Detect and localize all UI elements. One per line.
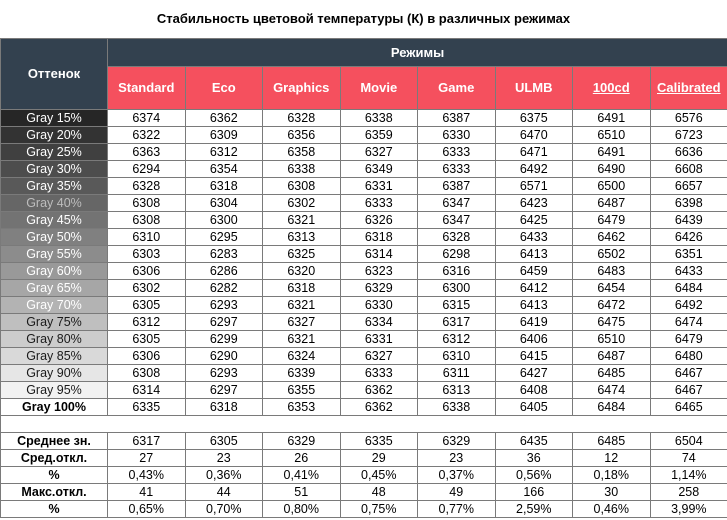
temperature-cell: 6472: [573, 297, 651, 314]
temperature-cell: 6475: [573, 314, 651, 331]
temperature-cell: 6479: [573, 212, 651, 229]
stat-cell: 6435: [495, 433, 573, 450]
temperature-cell: 6425: [495, 212, 573, 229]
temperature-cell: 6300: [185, 212, 263, 229]
gray-level-label: Gray 70%: [1, 297, 108, 314]
temperature-cell: 6387: [418, 110, 496, 127]
temperature-cell: 6327: [340, 144, 418, 161]
table-row: [1, 365, 727, 382]
stat-cell: 0,45%: [340, 467, 418, 484]
temperature-cell: 6328: [418, 229, 496, 246]
mode-header-ulmb: [495, 67, 573, 110]
temperature-cell: 6308: [108, 365, 186, 382]
temperature-cell: 6454: [573, 280, 651, 297]
temperature-cell: 6439: [650, 212, 727, 229]
temperature-cell: 6324: [263, 348, 341, 365]
temperature-cell: 6423: [495, 195, 573, 212]
temperature-cell: 6310: [418, 348, 496, 365]
temperature-cell: 6298: [418, 246, 496, 263]
temperature-cell: 6510: [573, 127, 651, 144]
stat-cell: 2,59%: [495, 501, 573, 518]
temperature-cell: 6306: [108, 348, 186, 365]
stat-cell: 6317: [108, 433, 186, 450]
temperature-cell: 6316: [418, 263, 496, 280]
temperature-cell: 6303: [108, 246, 186, 263]
temperature-cell: 6293: [185, 297, 263, 314]
temperature-cell: 6293: [185, 365, 263, 382]
temperature-cell: 6322: [108, 127, 186, 144]
temperature-cell: 6467: [650, 382, 727, 399]
temperature-cell: 6286: [185, 263, 263, 280]
stat-cell: 29: [340, 450, 418, 467]
stat-cell: 258: [650, 484, 727, 501]
mode-header-eco: [185, 67, 263, 110]
temperature-cell: 6406: [495, 331, 573, 348]
stat-cell: 166: [495, 484, 573, 501]
stat-cell: 6329: [263, 433, 341, 450]
temperature-cell: 6338: [418, 399, 496, 416]
temperature-cell: 6333: [340, 195, 418, 212]
temperature-cell: 6294: [108, 161, 186, 178]
temperature-cell: 6356: [263, 127, 341, 144]
gray-level-label: Gray 25%: [1, 144, 108, 161]
temperature-cell: 6305: [108, 331, 186, 348]
temperature-cell: 6433: [495, 229, 573, 246]
temperature-cell: 6297: [185, 314, 263, 331]
table-row: [1, 382, 727, 399]
temperature-cell: 6412: [495, 280, 573, 297]
temperature-cell: 6479: [650, 331, 727, 348]
mode-header-label: Eco: [211, 80, 236, 95]
table-row: [1, 297, 727, 314]
temperature-cell: 6309: [185, 127, 263, 144]
temperature-cell: 6490: [573, 161, 651, 178]
stat-cell: 23: [185, 450, 263, 467]
temperature-cell: 6362: [340, 399, 418, 416]
temperature-cell: 6413: [495, 297, 573, 314]
temperature-cell: 6483: [573, 263, 651, 280]
temperature-cell: 6351: [650, 246, 727, 263]
table-row: [1, 178, 727, 195]
stat-cell: 74: [650, 450, 727, 467]
temperature-cell: 6349: [340, 161, 418, 178]
stat-cell: 51: [263, 484, 341, 501]
stat-label: %: [1, 467, 108, 484]
temperature-cell: 6491: [573, 144, 651, 161]
gray-level-label: Gray 85%: [1, 348, 108, 365]
temperature-cell: 6314: [340, 246, 418, 263]
temperature-cell: 6321: [263, 331, 341, 348]
mode-header-calibrated: [650, 67, 727, 110]
stat-cell: 6335: [340, 433, 418, 450]
temperature-cell: 6492: [495, 161, 573, 178]
temperature-cell: 6470: [495, 127, 573, 144]
temperature-cell: 6491: [573, 110, 651, 127]
stat-cell: 12: [573, 450, 651, 467]
stat-cell: 1,14%: [650, 467, 727, 484]
temperature-cell: 6282: [185, 280, 263, 297]
temperature-cell: 6310: [108, 229, 186, 246]
stat-label: Сред.откл.: [1, 450, 108, 467]
gray-level-label: Gray 90%: [1, 365, 108, 382]
temperature-cell: 6467: [650, 365, 727, 382]
temperature-cell: 6427: [495, 365, 573, 382]
mode-header-game: [418, 67, 496, 110]
temperature-cell: 6500: [573, 178, 651, 195]
table-row: [1, 314, 727, 331]
stats-row: [1, 433, 727, 450]
temperature-cell: 6459: [495, 263, 573, 280]
temperature-cell: 6415: [495, 348, 573, 365]
table-row: [1, 280, 727, 297]
stat-cell: 0,43%: [108, 467, 186, 484]
temperature-cell: 6312: [185, 144, 263, 161]
stat-cell: 41: [108, 484, 186, 501]
table-row: [1, 399, 727, 416]
temperature-cell: 6471: [495, 144, 573, 161]
gray-level-label: Gray 80%: [1, 331, 108, 348]
temperature-cell: 6338: [340, 110, 418, 127]
temperature-cell: 6354: [185, 161, 263, 178]
gray-level-label: Gray 45%: [1, 212, 108, 229]
stats-row: [1, 501, 727, 518]
temperature-cell: 6339: [263, 365, 341, 382]
temperature-cell: 6413: [495, 246, 573, 263]
temperature-cell: 6347: [418, 212, 496, 229]
temperature-cell: 6484: [573, 399, 651, 416]
temperature-cell: 6433: [650, 263, 727, 280]
temperature-cell: 6338: [263, 161, 341, 178]
temperature-cell: 6297: [185, 382, 263, 399]
stat-cell: 0,77%: [418, 501, 496, 518]
gray-level-label: Gray 95%: [1, 382, 108, 399]
temperature-cell: 6306: [108, 263, 186, 280]
table-row: [1, 195, 727, 212]
temperature-cell: 6283: [185, 246, 263, 263]
temperature-cell: 6398: [650, 195, 727, 212]
table-row: [1, 348, 727, 365]
temperature-cell: 6608: [650, 161, 727, 178]
mode-header-graphics: [263, 67, 341, 110]
temperature-cell: 6290: [185, 348, 263, 365]
temperature-cell: 6333: [340, 365, 418, 382]
stat-cell: 27: [108, 450, 186, 467]
temperature-cell: 6308: [263, 178, 341, 195]
stat-cell: 0,41%: [263, 467, 341, 484]
temperature-cell: 6331: [340, 178, 418, 195]
temperature-cell: 6465: [650, 399, 727, 416]
temperature-cell: 6502: [573, 246, 651, 263]
mode-header-label: Calibrated: [657, 80, 721, 95]
stat-cell: 23: [418, 450, 496, 467]
temperature-cell: 6333: [418, 161, 496, 178]
temperature-cell: 6480: [650, 348, 727, 365]
temperature-cell: 6426: [650, 229, 727, 246]
stat-cell: 6485: [573, 433, 651, 450]
temperature-cell: 6305: [108, 297, 186, 314]
stat-cell: 6305: [185, 433, 263, 450]
temperature-cell: 6333: [418, 144, 496, 161]
table-row: [1, 127, 727, 144]
temperature-cell: 6302: [263, 195, 341, 212]
stat-cell: 0,36%: [185, 467, 263, 484]
gray-level-label: Gray 75%: [1, 314, 108, 331]
temperature-cell: 6329: [340, 280, 418, 297]
stats-row: [1, 484, 727, 501]
stat-label: Макс.откл.: [1, 484, 108, 501]
gray-level-label: Gray 40%: [1, 195, 108, 212]
stat-cell: 0,70%: [185, 501, 263, 518]
temperature-cell: 6387: [418, 178, 496, 195]
stats-row: [1, 450, 727, 467]
temperature-cell: 6312: [108, 314, 186, 331]
stat-cell: 6329: [418, 433, 496, 450]
gray-level-label: Gray 35%: [1, 178, 108, 195]
temperature-cell: 6355: [263, 382, 341, 399]
temperature-cell: 6636: [650, 144, 727, 161]
temperature-cell: 6571: [495, 178, 573, 195]
table-row: [1, 212, 727, 229]
stat-cell: 48: [340, 484, 418, 501]
stat-cell: 0,80%: [263, 501, 341, 518]
gray-level-label: Gray 30%: [1, 161, 108, 178]
temperature-cell: 6362: [185, 110, 263, 127]
mode-header-standard: [108, 67, 186, 110]
temperature-cell: 6474: [573, 382, 651, 399]
temperature-cell: 6318: [340, 229, 418, 246]
temperature-cell: 6318: [263, 280, 341, 297]
table-row: [1, 144, 727, 161]
stat-cell: 3,99%: [650, 501, 727, 518]
temperature-cell: 6318: [185, 399, 263, 416]
temperature-cell: 6328: [108, 178, 186, 195]
stat-cell: 0,56%: [495, 467, 573, 484]
table-row: [1, 229, 727, 246]
temperature-cell: 6313: [418, 382, 496, 399]
temperature-cell: 6408: [495, 382, 573, 399]
temperature-cell: 6362: [340, 382, 418, 399]
shade-column-header: Оттенок: [1, 39, 108, 110]
temperature-cell: 6487: [573, 195, 651, 212]
stat-cell: 0,65%: [108, 501, 186, 518]
temperature-cell: 6327: [340, 348, 418, 365]
mode-header-label: Standard: [118, 80, 175, 95]
temperature-cell: 6331: [340, 331, 418, 348]
gray-level-label: Gray 60%: [1, 263, 108, 280]
stat-cell: 36: [495, 450, 573, 467]
temperature-cell: 6313: [263, 229, 341, 246]
temperature-cell: 6487: [573, 348, 651, 365]
temperature-cell: 6657: [650, 178, 727, 195]
temperature-cell: 6330: [418, 127, 496, 144]
temperature-cell: 6484: [650, 280, 727, 297]
temperature-cell: 6311: [418, 365, 496, 382]
temperature-cell: 6302: [108, 280, 186, 297]
stat-cell: 49: [418, 484, 496, 501]
temperature-cell: 6326: [340, 212, 418, 229]
temperature-cell: 6363: [108, 144, 186, 161]
temperature-cell: 6510: [573, 331, 651, 348]
temperature-cell: 6304: [185, 195, 263, 212]
modes-group-header: Режимы: [108, 39, 727, 67]
stat-label: Среднее зн.: [1, 433, 108, 450]
color-temperature-table: [0, 38, 727, 518]
table-row: [1, 263, 727, 280]
gray-level-label: Gray 55%: [1, 246, 108, 263]
table-row: [1, 161, 727, 178]
temperature-cell: 6330: [340, 297, 418, 314]
stat-label: %: [1, 501, 108, 518]
stat-cell: 44: [185, 484, 263, 501]
temperature-cell: 6462: [573, 229, 651, 246]
temperature-cell: 6315: [418, 297, 496, 314]
temperature-cell: 6334: [340, 314, 418, 331]
mode-header-label: Graphics: [273, 80, 330, 95]
temperature-cell: 6318: [185, 178, 263, 195]
temperature-cell: 6723: [650, 127, 727, 144]
temperature-cell: 6405: [495, 399, 573, 416]
temperature-cell: 6321: [263, 297, 341, 314]
mode-header-label: ULMB: [514, 80, 553, 95]
temperature-cell: 6576: [650, 110, 727, 127]
temperature-cell: 6325: [263, 246, 341, 263]
temperature-cell: 6419: [495, 314, 573, 331]
temperature-cell: 6328: [263, 110, 341, 127]
table-row: [1, 110, 727, 127]
table-row: [1, 246, 727, 263]
stats-row: [1, 467, 727, 484]
temperature-cell: 6358: [263, 144, 341, 161]
mode-header-label: Movie: [360, 80, 398, 95]
stat-cell: 0,46%: [573, 501, 651, 518]
temperature-cell: 6323: [340, 263, 418, 280]
temperature-cell: 6295: [185, 229, 263, 246]
temperature-cell: 6335: [108, 399, 186, 416]
temperature-cell: 6374: [108, 110, 186, 127]
mode-header-label: 100cd: [592, 80, 630, 95]
temperature-cell: 6321: [263, 212, 341, 229]
stat-cell: 26: [263, 450, 341, 467]
gray-level-label: Gray 20%: [1, 127, 108, 144]
temperature-cell: 6314: [108, 382, 186, 399]
table-row: [1, 331, 727, 348]
temperature-cell: 6359: [340, 127, 418, 144]
stat-cell: 30: [573, 484, 651, 501]
temperature-cell: 6299: [185, 331, 263, 348]
gray-level-label: Gray 65%: [1, 280, 108, 297]
stat-cell: 6504: [650, 433, 727, 450]
gray-level-label: Gray 15%: [1, 110, 108, 127]
temperature-cell: 6327: [263, 314, 341, 331]
temperature-cell: 6492: [650, 297, 727, 314]
gray-level-label: Gray 100%: [1, 399, 108, 416]
temperature-cell: 6375: [495, 110, 573, 127]
temperature-cell: 6308: [108, 212, 186, 229]
stat-cell: 0,18%: [573, 467, 651, 484]
mode-header-movie: [340, 67, 418, 110]
temperature-cell: 6308: [108, 195, 186, 212]
temperature-cell: 6353: [263, 399, 341, 416]
temperature-cell: 6474: [650, 314, 727, 331]
gray-level-label: Gray 50%: [1, 229, 108, 246]
mode-header-label: Game: [438, 80, 475, 95]
temperature-cell: 6320: [263, 263, 341, 280]
mode-header-100cd: [573, 67, 651, 110]
temperature-cell: 6312: [418, 331, 496, 348]
temperature-cell: 6347: [418, 195, 496, 212]
separator-row: [1, 416, 727, 433]
temperature-cell: 6300: [418, 280, 496, 297]
table-title: Стабильность цветовой температуры (К) в различных режимах: [156, 11, 571, 26]
stat-cell: 0,75%: [340, 501, 418, 518]
stat-cell: 0,37%: [418, 467, 496, 484]
temperature-cell: 6485: [573, 365, 651, 382]
temperature-cell: 6317: [418, 314, 496, 331]
